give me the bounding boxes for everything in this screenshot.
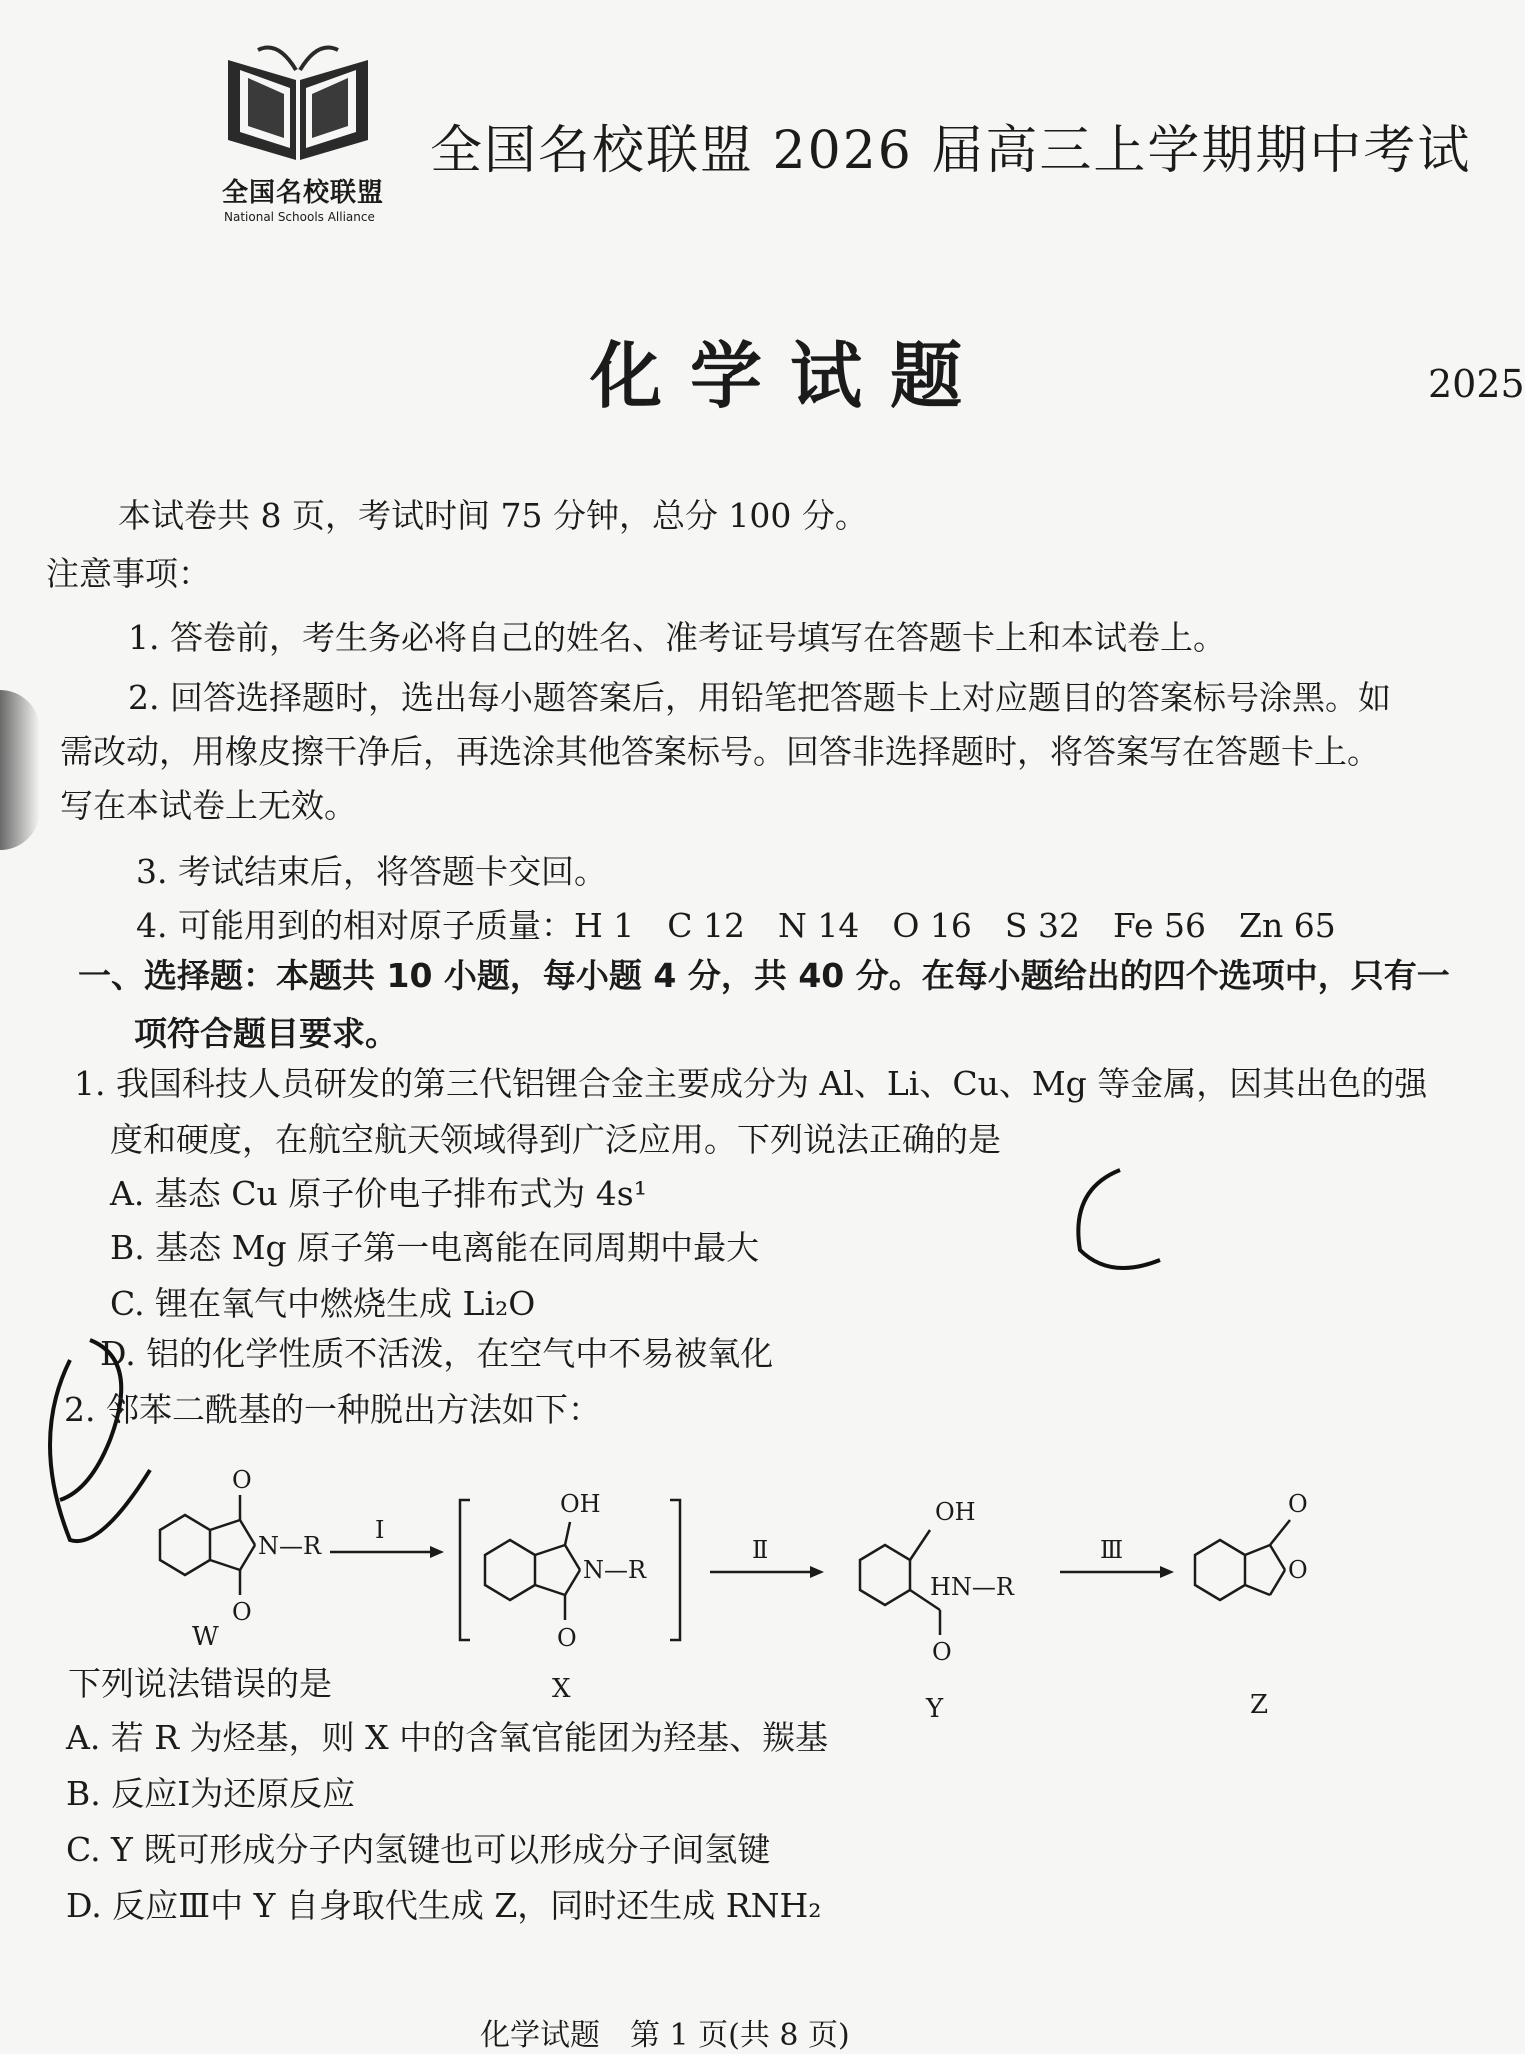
q2-stem: 2. 邻苯二酰基的一种脱出方法如下： — [64, 1390, 601, 1429]
x-nr-group: N—R — [583, 1556, 647, 1584]
q1-stem-line-2: 度和硬度，在航空航天领域得到广泛应用。下列说法正确的是 — [110, 1120, 1001, 1159]
logo-chinese-text: 全国名校联盟 — [222, 178, 385, 208]
q2-option-b: B. 反应Ⅰ为还原反应 — [66, 1774, 356, 1813]
z-carbonyl-oxygen: O — [1288, 1490, 1308, 1518]
note-2-line-1: 2. 回答选择题时，选出每小题答案后，用铅笔把答题卡上对应题目的答案标号涂黑。如 — [128, 678, 1391, 717]
y-hydroxyl: OH — [935, 1498, 976, 1526]
molecule-z — [1195, 1520, 1290, 1600]
q1-option-a: A. 基态 Cu 原子价电子排布式为 4s¹ — [110, 1174, 647, 1213]
label-w: W — [192, 1622, 219, 1652]
logo-english-text: National Schools Alliance — [224, 210, 375, 224]
page-fold-shadow — [0, 690, 40, 850]
handwritten-answer-mark — [1050, 1150, 1190, 1290]
note-4: 4. 可能用到的相对原子质量：H 1 C 12 N 14 O 16 S 32 Fe 56 Zn 65 — [136, 906, 1336, 945]
note-3: 3. 考试结束后，将答题卡交回。 — [136, 852, 607, 891]
molecule-x — [485, 1522, 580, 1620]
y-oxygen: O — [932, 1638, 952, 1666]
school-alliance-logo — [210, 40, 385, 240]
notes-heading: 注意事项： — [46, 554, 211, 593]
w-top-oxygen: O — [232, 1466, 252, 1494]
molecule-w — [160, 1495, 255, 1595]
subject-title: 化学试题 — [590, 334, 991, 418]
exam-year: 2025 — [1428, 362, 1525, 406]
x-oxygen: O — [557, 1624, 577, 1652]
z-ring-oxygen: O — [1288, 1556, 1308, 1584]
note-2-line-3: 写在本试卷上无效。 — [60, 786, 357, 825]
q2-option-c: C. Y 既可形成分子内氢键也可以形成分子间氢键 — [66, 1830, 771, 1869]
section-1-heading — [78, 950, 1450, 997]
label-x: X — [552, 1674, 571, 1704]
q2-option-a: A. 若 R 为烃基，则 X 中的含氧官能团为羟基、羰基 — [66, 1718, 829, 1757]
page-footer: 化学试题 第 1 页(共 8 页) — [480, 2018, 850, 2053]
label-z: Z — [1250, 1690, 1269, 1720]
exam-title: 全国名校联盟 2026 届高三上学期期中考试 — [430, 121, 1472, 181]
q2-prompt: 下列说法错误的是 — [68, 1664, 332, 1703]
x-hydroxyl: OH — [560, 1490, 601, 1518]
intro-text: 本试卷共 8 页，考试时间 75 分钟，总分 100 分。 — [118, 496, 868, 535]
book-logo-icon — [218, 40, 378, 170]
section-1-desc-2: 项符合题目要求。 — [134, 1014, 398, 1053]
q1-option-d: D. 铝的化学性质不活泼，在空气中不易被氧化 — [100, 1334, 774, 1373]
q1-stem-line-1: 1. 我国科技人员研发的第三代铝锂合金主要成分为 Al、Li、Cu、Mg 等金属，因其出色的强 — [74, 1064, 1428, 1103]
label-y: Y — [926, 1694, 944, 1724]
q2-option-d: D. 反应Ⅲ中 Y 自身取代生成 Z，同时还生成 RNH₂ — [66, 1886, 822, 1925]
y-hnr-group: HN—R — [930, 1573, 1014, 1601]
q1-option-b: B. 基态 Mg 原子第一电离能在同周期中最大 — [110, 1228, 760, 1267]
arrow-iii-label: Ⅲ — [1100, 1536, 1124, 1564]
section-1-label: 一、选择题： — [78, 956, 276, 995]
arrow-ii-label: Ⅱ — [752, 1536, 769, 1564]
note-2-line-2: 需改动，用橡皮擦干净后，再选涂其他答案标号。回答非选择题时，将答案写在答题卡上。 — [60, 732, 1380, 771]
section-1-desc: 本题共 10 小题，每小题 4 分，共 40 分。在每小题给出的四个选项中，只有一 — [276, 956, 1450, 995]
arrow-i-label: Ⅰ — [375, 1516, 385, 1544]
w-bottom-oxygen: O — [232, 1598, 252, 1626]
note-1: 1. 答卷前，考生务必将自己的姓名、准考证号填写在答题卡上和本试卷上。 — [128, 618, 1226, 657]
w-nr-group: N—R — [258, 1532, 322, 1560]
molecule-y — [860, 1530, 940, 1635]
q1-option-c: C. 锂在氧气中燃烧生成 Li₂O — [110, 1284, 536, 1323]
